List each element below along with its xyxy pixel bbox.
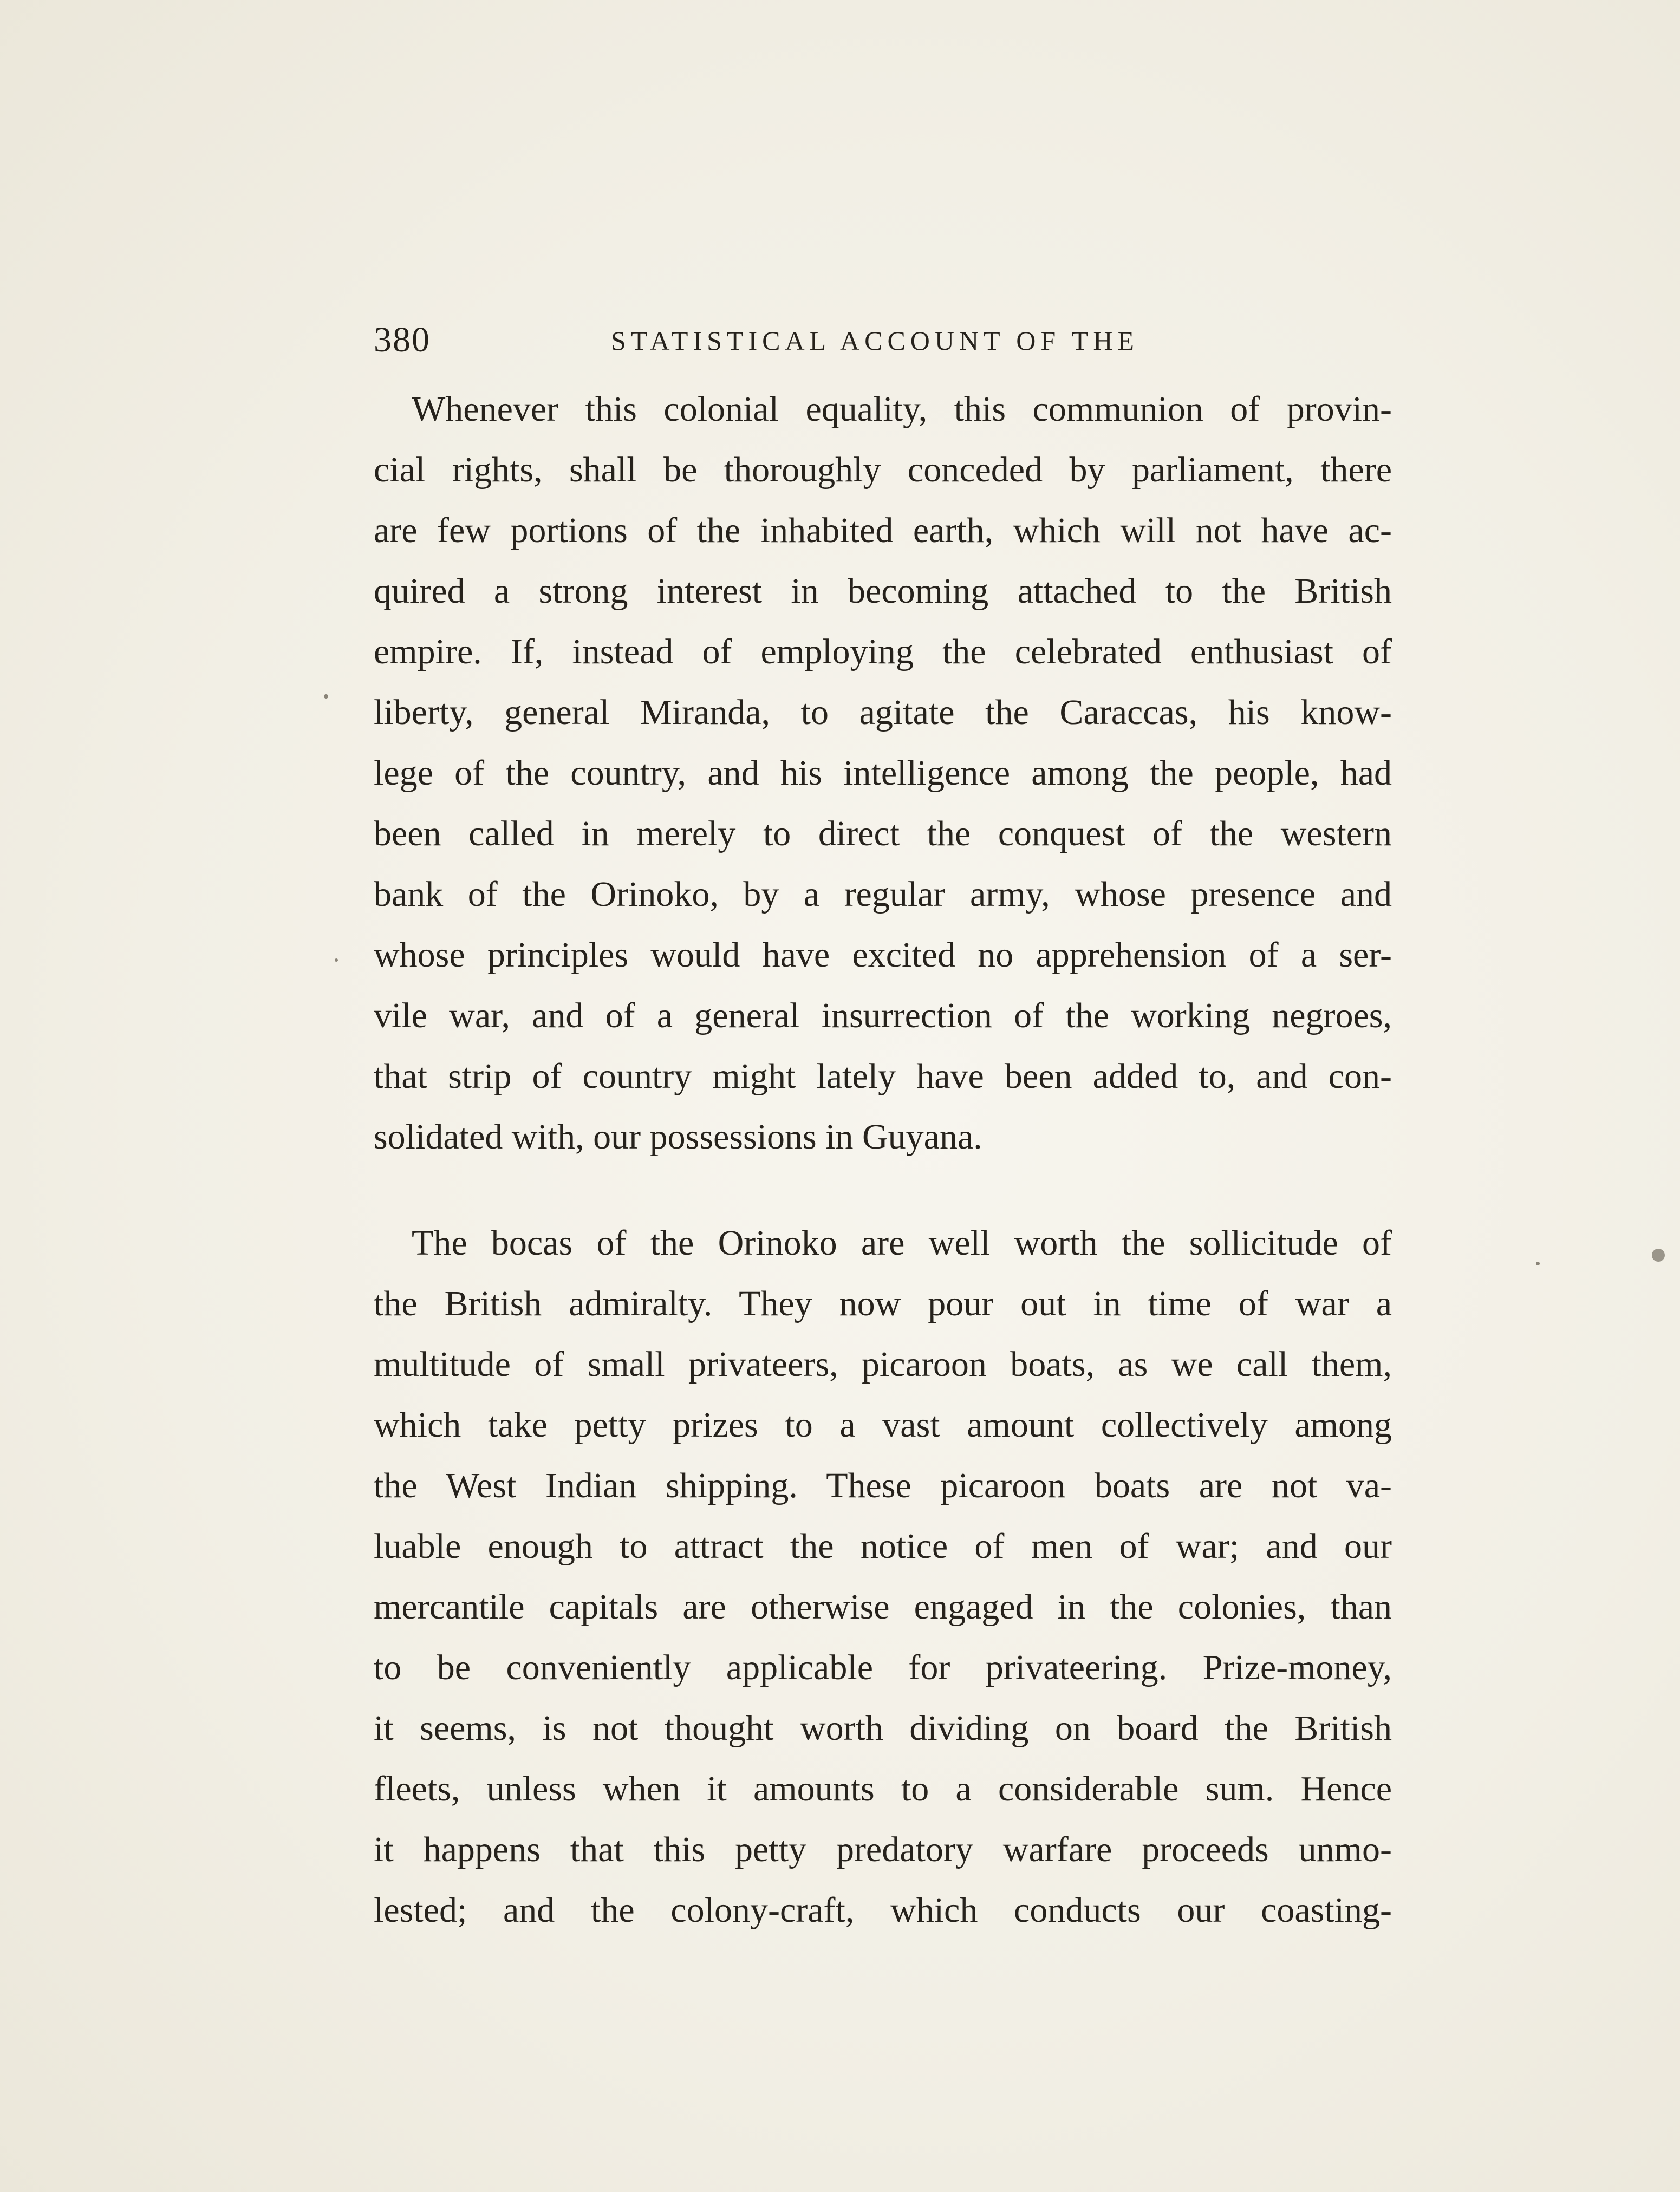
- ink-speck: [335, 958, 338, 962]
- text-line: empire. If, instead of employing the celebrated enthusiast of: [374, 632, 1392, 671]
- ink-speck: [1536, 1262, 1540, 1265]
- text-line: multitude of small privateers, picaroon boats, as we call them,: [374, 1345, 1392, 1384]
- text-line: quired a strong interest in becoming attached to the British: [374, 571, 1392, 611]
- text-line: that strip of country might lately have been added to, and con-: [374, 1056, 1392, 1096]
- text-line: it happens that this petty predatory warfare proceeds unmo-: [374, 1830, 1392, 1869]
- page-header: [374, 319, 1392, 368]
- paragraph-1: [374, 379, 1392, 1167]
- text-line: mercantile capitals are otherwise engaged in the colonies, than: [374, 1587, 1392, 1627]
- text-line: fleets, unless when it amounts to a considerable sum. Hence: [374, 1769, 1392, 1809]
- text-line: are few portions of the inhabited earth, which will not have ac-: [374, 511, 1392, 550]
- text-line: whose principles would have excited no apprehension of a ser-: [374, 935, 1392, 975]
- ink-speck: [324, 694, 328, 699]
- text-line: solidated with, our possessions in Guyana.: [374, 1117, 982, 1157]
- ink-speck: [1652, 1249, 1665, 1262]
- text-line: the British admiralty. They now pour out in time of war a: [374, 1284, 1392, 1323]
- text-line: luable enough to attract the notice of men of war; and our: [374, 1526, 1392, 1566]
- page-number: 380: [374, 320, 431, 360]
- text-line: cial rights, shall be thoroughly conceded by parliament, there: [374, 450, 1392, 490]
- text-line: lege of the country, and his intelligence among the people, had: [374, 753, 1392, 793]
- text-line: The bocas of the Orinoko are well worth the sollicitude of: [412, 1223, 1392, 1263]
- running-head: STATISTICAL ACCOUNT OF THE: [611, 325, 1139, 356]
- text-line: which take petty prizes to a vast amount collectively among: [374, 1405, 1392, 1445]
- text-line: lested; and the colony-craft, which conducts our coasting-: [374, 1890, 1392, 1930]
- text-line: vile war, and of a general insurrection of the working negroes,: [374, 996, 1392, 1035]
- text-line: Whenever this colonial equality, this communion of provin-: [412, 389, 1392, 429]
- text-line: bank of the Orinoko, by a regular army, whose presence and: [374, 875, 1392, 914]
- text-line: it seems, is not thought worth dividing on board the British: [374, 1708, 1392, 1748]
- text-line: been called in merely to direct the conquest of the western: [374, 814, 1392, 853]
- text-line: the West Indian shipping. These picaroon boats are not va-: [374, 1466, 1392, 1505]
- text-line: liberty, general Miranda, to agitate the Caraccas, his know-: [374, 693, 1392, 732]
- text-line: to be conveniently applicable for privateering. Prize-money,: [374, 1648, 1392, 1687]
- paragraph-2: [374, 1213, 1392, 1941]
